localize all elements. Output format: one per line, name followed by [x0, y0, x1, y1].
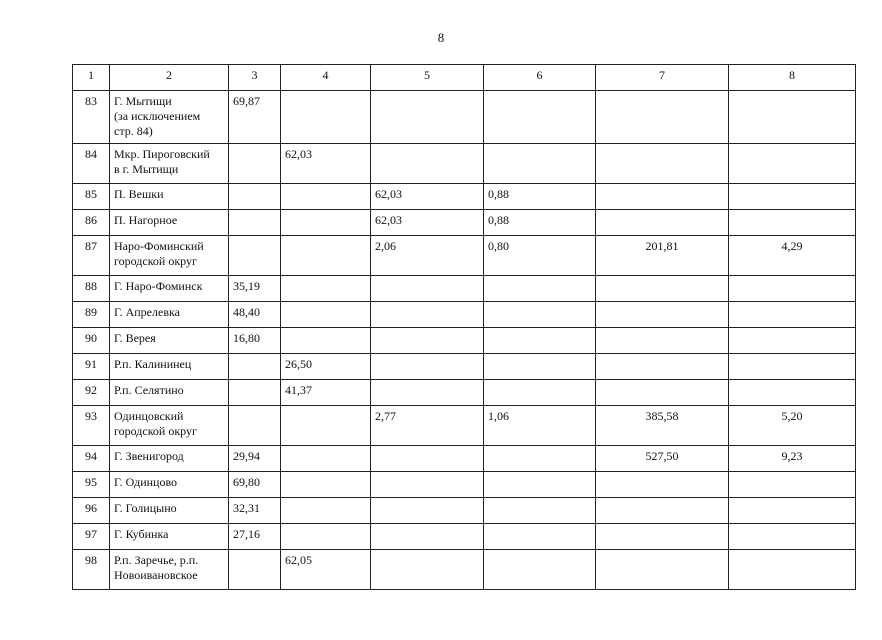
settlement-name-cell: Г. Наро-Фоминск [110, 276, 229, 302]
col4-value-cell: 26,50 [281, 354, 371, 380]
settlement-name-cell: Г. Голицыно [110, 498, 229, 524]
table-row [73, 472, 856, 498]
table-row [73, 498, 856, 524]
col3-value-cell: 48,40 [229, 302, 281, 328]
col7-value-cell [596, 276, 729, 302]
table-row [73, 210, 856, 236]
header-cell: 7 [596, 65, 729, 91]
settlement-name-cell: Р.п. Заречье, р.п. Новоивановское [110, 550, 229, 590]
col6-value-cell [484, 498, 596, 524]
settlement-name-cell: Мкр. Пироговский в г. Мытищи [110, 144, 229, 184]
col8-value-cell [729, 550, 856, 590]
col4-value-cell [281, 236, 371, 276]
col7-value-cell [596, 472, 729, 498]
table-header-row [73, 65, 856, 91]
col4-value-cell [281, 210, 371, 236]
col3-value-cell: 69,80 [229, 472, 281, 498]
table-row [73, 524, 856, 550]
col5-value-cell [371, 91, 484, 144]
row-number-cell: 90 [73, 328, 110, 354]
row-number-cell: 88 [73, 276, 110, 302]
col8-value-cell [729, 498, 856, 524]
col7-value-cell [596, 328, 729, 354]
col8-value-cell [729, 210, 856, 236]
col6-value-cell [484, 380, 596, 406]
settlement-name-cell: Г. Верея [110, 328, 229, 354]
col6-value-cell [484, 276, 596, 302]
row-number-cell: 95 [73, 472, 110, 498]
col7-value-cell [596, 302, 729, 328]
col6-value-cell [484, 144, 596, 184]
table-row [73, 446, 856, 472]
col5-value-cell [371, 302, 484, 328]
header-cell: 3 [229, 65, 281, 91]
col7-value-cell: 527,50 [596, 446, 729, 472]
col4-value-cell [281, 472, 371, 498]
row-number-cell: 83 [73, 91, 110, 144]
col7-value-cell [596, 550, 729, 590]
col7-value-cell [596, 498, 729, 524]
col8-value-cell [729, 380, 856, 406]
col6-value-cell: 0,88 [484, 210, 596, 236]
header-cell: 1 [73, 65, 110, 91]
col4-value-cell: 62,03 [281, 144, 371, 184]
settlement-name-cell: Наро-Фоминский городской округ [110, 236, 229, 276]
col6-value-cell: 0,88 [484, 184, 596, 210]
col3-value-cell: 27,16 [229, 524, 281, 550]
row-number-cell: 85 [73, 184, 110, 210]
col6-value-cell [484, 302, 596, 328]
col5-value-cell [371, 276, 484, 302]
col5-value-cell [371, 446, 484, 472]
col8-value-cell: 5,20 [729, 406, 856, 446]
settlement-name-cell: Г. Кубинка [110, 524, 229, 550]
col4-value-cell [281, 91, 371, 144]
table-row [73, 144, 856, 184]
table-row [73, 380, 856, 406]
col4-value-cell [281, 406, 371, 446]
row-number-cell: 89 [73, 302, 110, 328]
col7-value-cell [596, 380, 729, 406]
col6-value-cell [484, 446, 596, 472]
col7-value-cell [596, 210, 729, 236]
col4-value-cell: 41,37 [281, 380, 371, 406]
col8-value-cell: 9,23 [729, 446, 856, 472]
col6-value-cell [484, 472, 596, 498]
col7-value-cell: 201,81 [596, 236, 729, 276]
col5-value-cell [371, 498, 484, 524]
col3-value-cell [229, 236, 281, 276]
table-row [73, 184, 856, 210]
col5-value-cell [371, 550, 484, 590]
settlement-name-cell: Р.п. Калининец [110, 354, 229, 380]
settlement-name-cell: Г. Звенигород [110, 446, 229, 472]
col8-value-cell: 4,29 [729, 236, 856, 276]
row-number-cell: 86 [73, 210, 110, 236]
col4-value-cell [281, 276, 371, 302]
col8-value-cell [729, 328, 856, 354]
row-number-cell: 84 [73, 144, 110, 184]
table-row [73, 276, 856, 302]
settlement-name-cell: Г. Одинцово [110, 472, 229, 498]
header-cell: 4 [281, 65, 371, 91]
row-number-cell: 93 [73, 406, 110, 446]
col3-value-cell [229, 354, 281, 380]
header-cell: 8 [729, 65, 856, 91]
col3-value-cell [229, 406, 281, 446]
col7-value-cell [596, 144, 729, 184]
settlement-name-cell: П. Нагорное [110, 210, 229, 236]
data-table [72, 64, 856, 590]
row-number-cell: 91 [73, 354, 110, 380]
col5-value-cell [371, 328, 484, 354]
table-row [73, 328, 856, 354]
col7-value-cell [596, 354, 729, 380]
col3-value-cell: 16,80 [229, 328, 281, 354]
col3-value-cell [229, 184, 281, 210]
col5-value-cell: 62,03 [371, 184, 484, 210]
page-number: 8 [437, 30, 445, 45]
row-number-cell: 96 [73, 498, 110, 524]
col8-value-cell [729, 91, 856, 144]
col5-value-cell [371, 472, 484, 498]
col4-value-cell [281, 184, 371, 210]
col5-value-cell: 2,06 [371, 236, 484, 276]
col4-value-cell [281, 328, 371, 354]
col3-value-cell: 35,19 [229, 276, 281, 302]
col8-value-cell [729, 354, 856, 380]
col7-value-cell [596, 184, 729, 210]
col3-value-cell [229, 210, 281, 236]
row-number-cell: 92 [73, 380, 110, 406]
col6-value-cell: 1,06 [484, 406, 596, 446]
col5-value-cell [371, 380, 484, 406]
col8-value-cell [729, 302, 856, 328]
row-number-cell: 97 [73, 524, 110, 550]
col3-value-cell: 32,31 [229, 498, 281, 524]
col8-value-cell [729, 524, 856, 550]
settlement-name-cell: Г. Апрелевка [110, 302, 229, 328]
row-number-cell: 94 [73, 446, 110, 472]
header-cell: 5 [371, 65, 484, 91]
settlement-name-cell: Одинцовский городской округ [110, 406, 229, 446]
settlement-name-cell: Г. Мытищи (за исключением стр. 84) [110, 91, 229, 144]
col6-value-cell: 0,80 [484, 236, 596, 276]
col4-value-cell [281, 498, 371, 524]
col7-value-cell: 385,58 [596, 406, 729, 446]
settlement-name-cell: П. Вешки [110, 184, 229, 210]
col8-value-cell [729, 276, 856, 302]
col6-value-cell [484, 524, 596, 550]
col5-value-cell: 62,03 [371, 210, 484, 236]
header-cell: 6 [484, 65, 596, 91]
col3-value-cell: 69,87 [229, 91, 281, 144]
col8-value-cell [729, 472, 856, 498]
table-body [73, 65, 856, 590]
col6-value-cell [484, 354, 596, 380]
table-row [73, 91, 856, 144]
settlement-name-cell: Р.п. Селятино [110, 380, 229, 406]
col5-value-cell: 2,77 [371, 406, 484, 446]
col5-value-cell [371, 524, 484, 550]
table-row [73, 236, 856, 276]
col8-value-cell [729, 144, 856, 184]
col7-value-cell [596, 91, 729, 144]
col4-value-cell [281, 446, 371, 472]
col5-value-cell [371, 144, 484, 184]
col6-value-cell [484, 91, 596, 144]
col3-value-cell [229, 144, 281, 184]
col3-value-cell [229, 380, 281, 406]
col6-value-cell [484, 328, 596, 354]
table-row [73, 302, 856, 328]
col4-value-cell: 62,05 [281, 550, 371, 590]
col3-value-cell: 29,94 [229, 446, 281, 472]
col4-value-cell [281, 302, 371, 328]
row-number-cell: 98 [73, 550, 110, 590]
row-number-cell: 87 [73, 236, 110, 276]
table-row [73, 354, 856, 380]
table-row [73, 550, 856, 590]
col8-value-cell [729, 184, 856, 210]
col3-value-cell [229, 550, 281, 590]
col6-value-cell [484, 550, 596, 590]
header-cell: 2 [110, 65, 229, 91]
col4-value-cell [281, 524, 371, 550]
col5-value-cell [371, 354, 484, 380]
table-row [73, 406, 856, 446]
col7-value-cell [596, 524, 729, 550]
